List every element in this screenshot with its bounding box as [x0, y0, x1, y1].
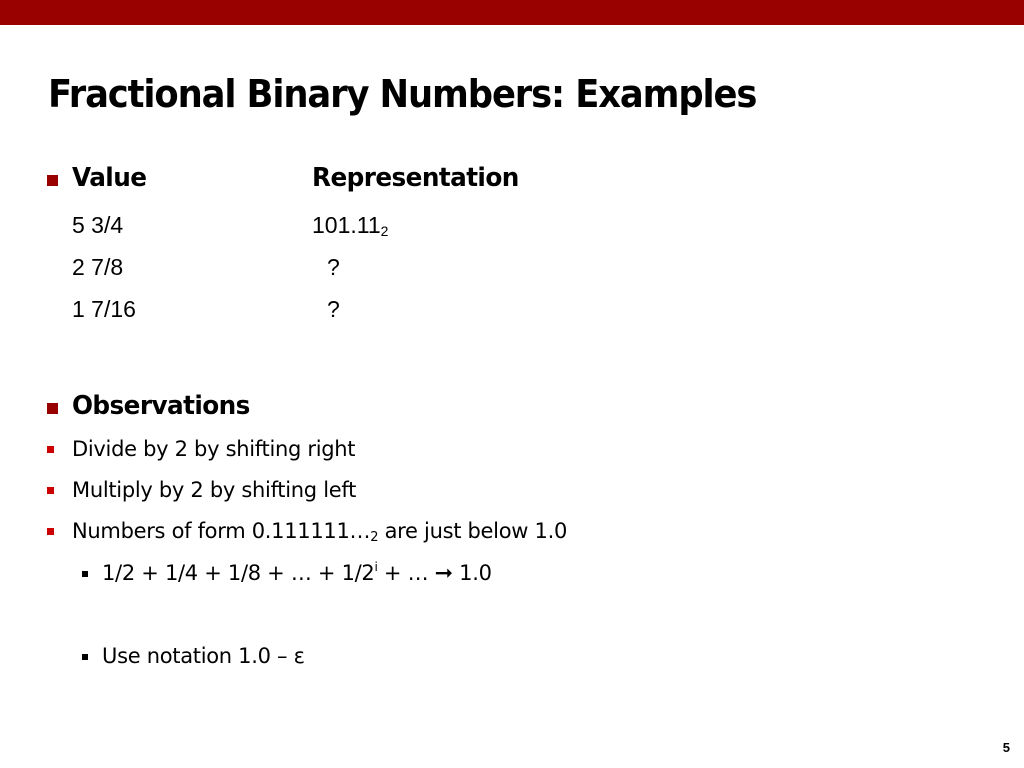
right-arrow-icon: ➞ — [434, 561, 453, 586]
list-item: Divide by 2 by shifting right — [72, 437, 356, 461]
top-accent-bar — [0, 0, 1024, 25]
list-item: 1/2 + 1/4 + 1/8 + … + $1/2^i$ + … ➞ 1.0 — [102, 560, 492, 586]
bullet-square-icon — [47, 528, 54, 535]
observations-heading: Observations — [72, 391, 250, 421]
list-item: Multiply by 2 by shifting left — [72, 478, 357, 502]
bullet-square-icon — [47, 175, 58, 186]
slide-title: Fractional Binary Numbers: Examples — [48, 72, 757, 116]
page-number: 5 — [1002, 740, 1010, 755]
bullet-square-icon — [82, 571, 88, 577]
table-row-representation: ? — [327, 254, 340, 280]
bullet-square-icon — [47, 446, 54, 453]
list-item: Numbers of form $0.111111\dots_2$ are just below 1.0 — [72, 519, 568, 545]
bullet-square-icon — [82, 654, 88, 660]
table-row-value: 1 7/16 — [72, 296, 136, 322]
representation-column-header: Representation — [312, 163, 519, 193]
table-row-value: 2 7/8 — [72, 254, 124, 280]
table-row-value: 5 3/4 — [72, 212, 124, 238]
bullet-square-icon — [47, 487, 54, 494]
list-item: Use notation 1.0 – ε — [102, 644, 305, 668]
table-row-representation: ? — [327, 296, 340, 322]
value-column-header: Value — [72, 163, 147, 193]
bullet-square-icon — [47, 403, 58, 414]
table-row-representation: $101.11_2$ — [312, 212, 389, 239]
